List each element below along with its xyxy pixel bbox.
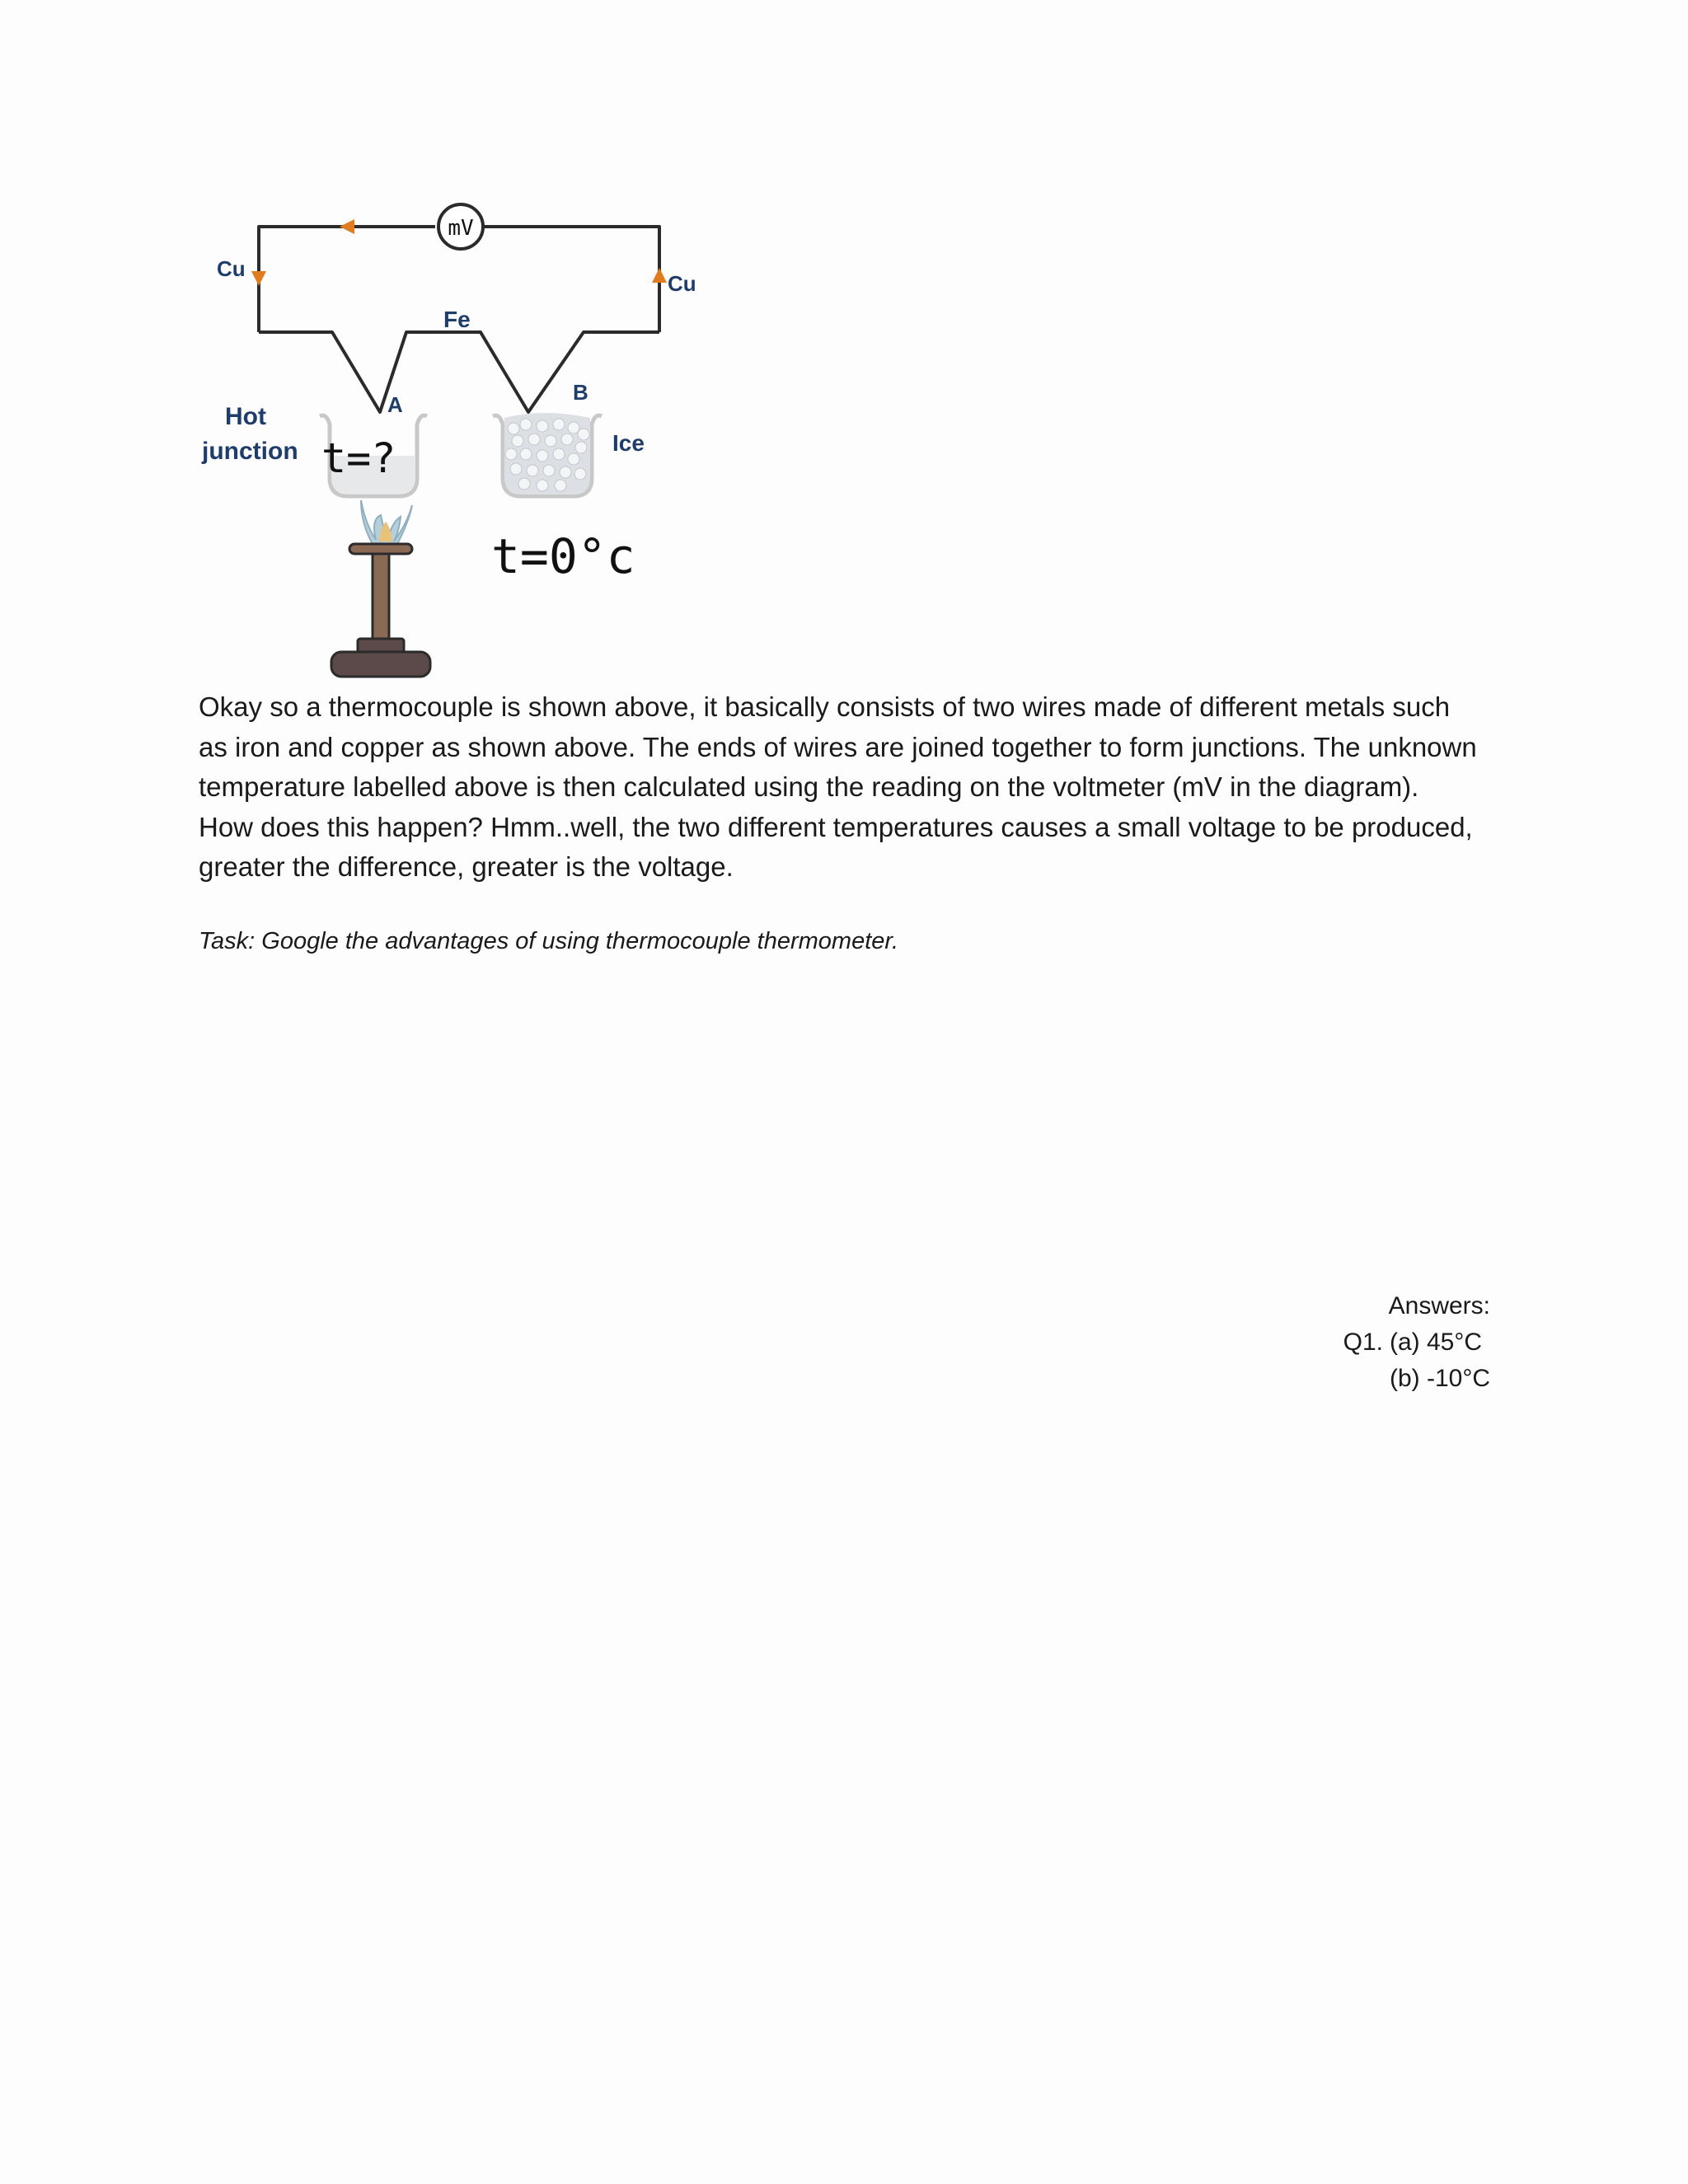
explanation-paragraph-2: How does this happen? Hmm..well, the two different temperatures causes a small voltage to be produced, greater the difference, greater is the voltage. <box>199 811 1473 882</box>
unknown-temp-label: t=? <box>321 434 396 482</box>
ice-label: Ice <box>612 430 645 456</box>
hot-junction-label-line2: junction <box>202 438 298 465</box>
answers-heading: Answers: <box>1388 1292 1490 1319</box>
question-number: Q1. <box>1343 1329 1383 1356</box>
arrow-left-icon <box>251 271 266 286</box>
answer-row-b <box>1340 1361 1490 1397</box>
junction-a-label: A <box>387 392 403 417</box>
answer-a: (a) 45°C <box>1389 1329 1482 1356</box>
answer-b: (b) -10°C <box>1389 1365 1490 1392</box>
ice-beaker <box>493 413 602 496</box>
task-instruction: Task: Google the advantages of using thermocouple thermometer. <box>199 928 899 954</box>
thermocouple-diagram <box>196 194 707 684</box>
cu-right-label: Cu <box>668 271 696 296</box>
junction-b-label: B <box>573 380 588 405</box>
cu-left-label: Cu <box>217 256 246 281</box>
answers-block <box>1340 1288 1490 1397</box>
hot-junction-label-line1: Hot <box>225 403 266 430</box>
millivoltmeter <box>438 204 483 249</box>
arrow-right-icon <box>652 268 667 283</box>
fe-label: Fe <box>443 307 471 332</box>
bunsen-burner-icon <box>331 500 430 677</box>
arrow-top-icon <box>340 219 354 234</box>
known-temp-label: t=0°c <box>491 528 635 584</box>
meter-label: mV <box>448 216 474 241</box>
question-number-spacer <box>1340 1361 1390 1397</box>
explanation-text <box>199 687 1484 888</box>
explanation-paragraph-1: Okay so a thermocouple is shown above, it basically consists of two wires made of different metals such as iron and copper as shown above. The ends of wires are joined together to form junctions. The unknown temperature labelled above is then calculated using the reading on the voltmeter (mV in the diagram). <box>199 691 1477 802</box>
answer-row-a <box>1340 1324 1490 1361</box>
